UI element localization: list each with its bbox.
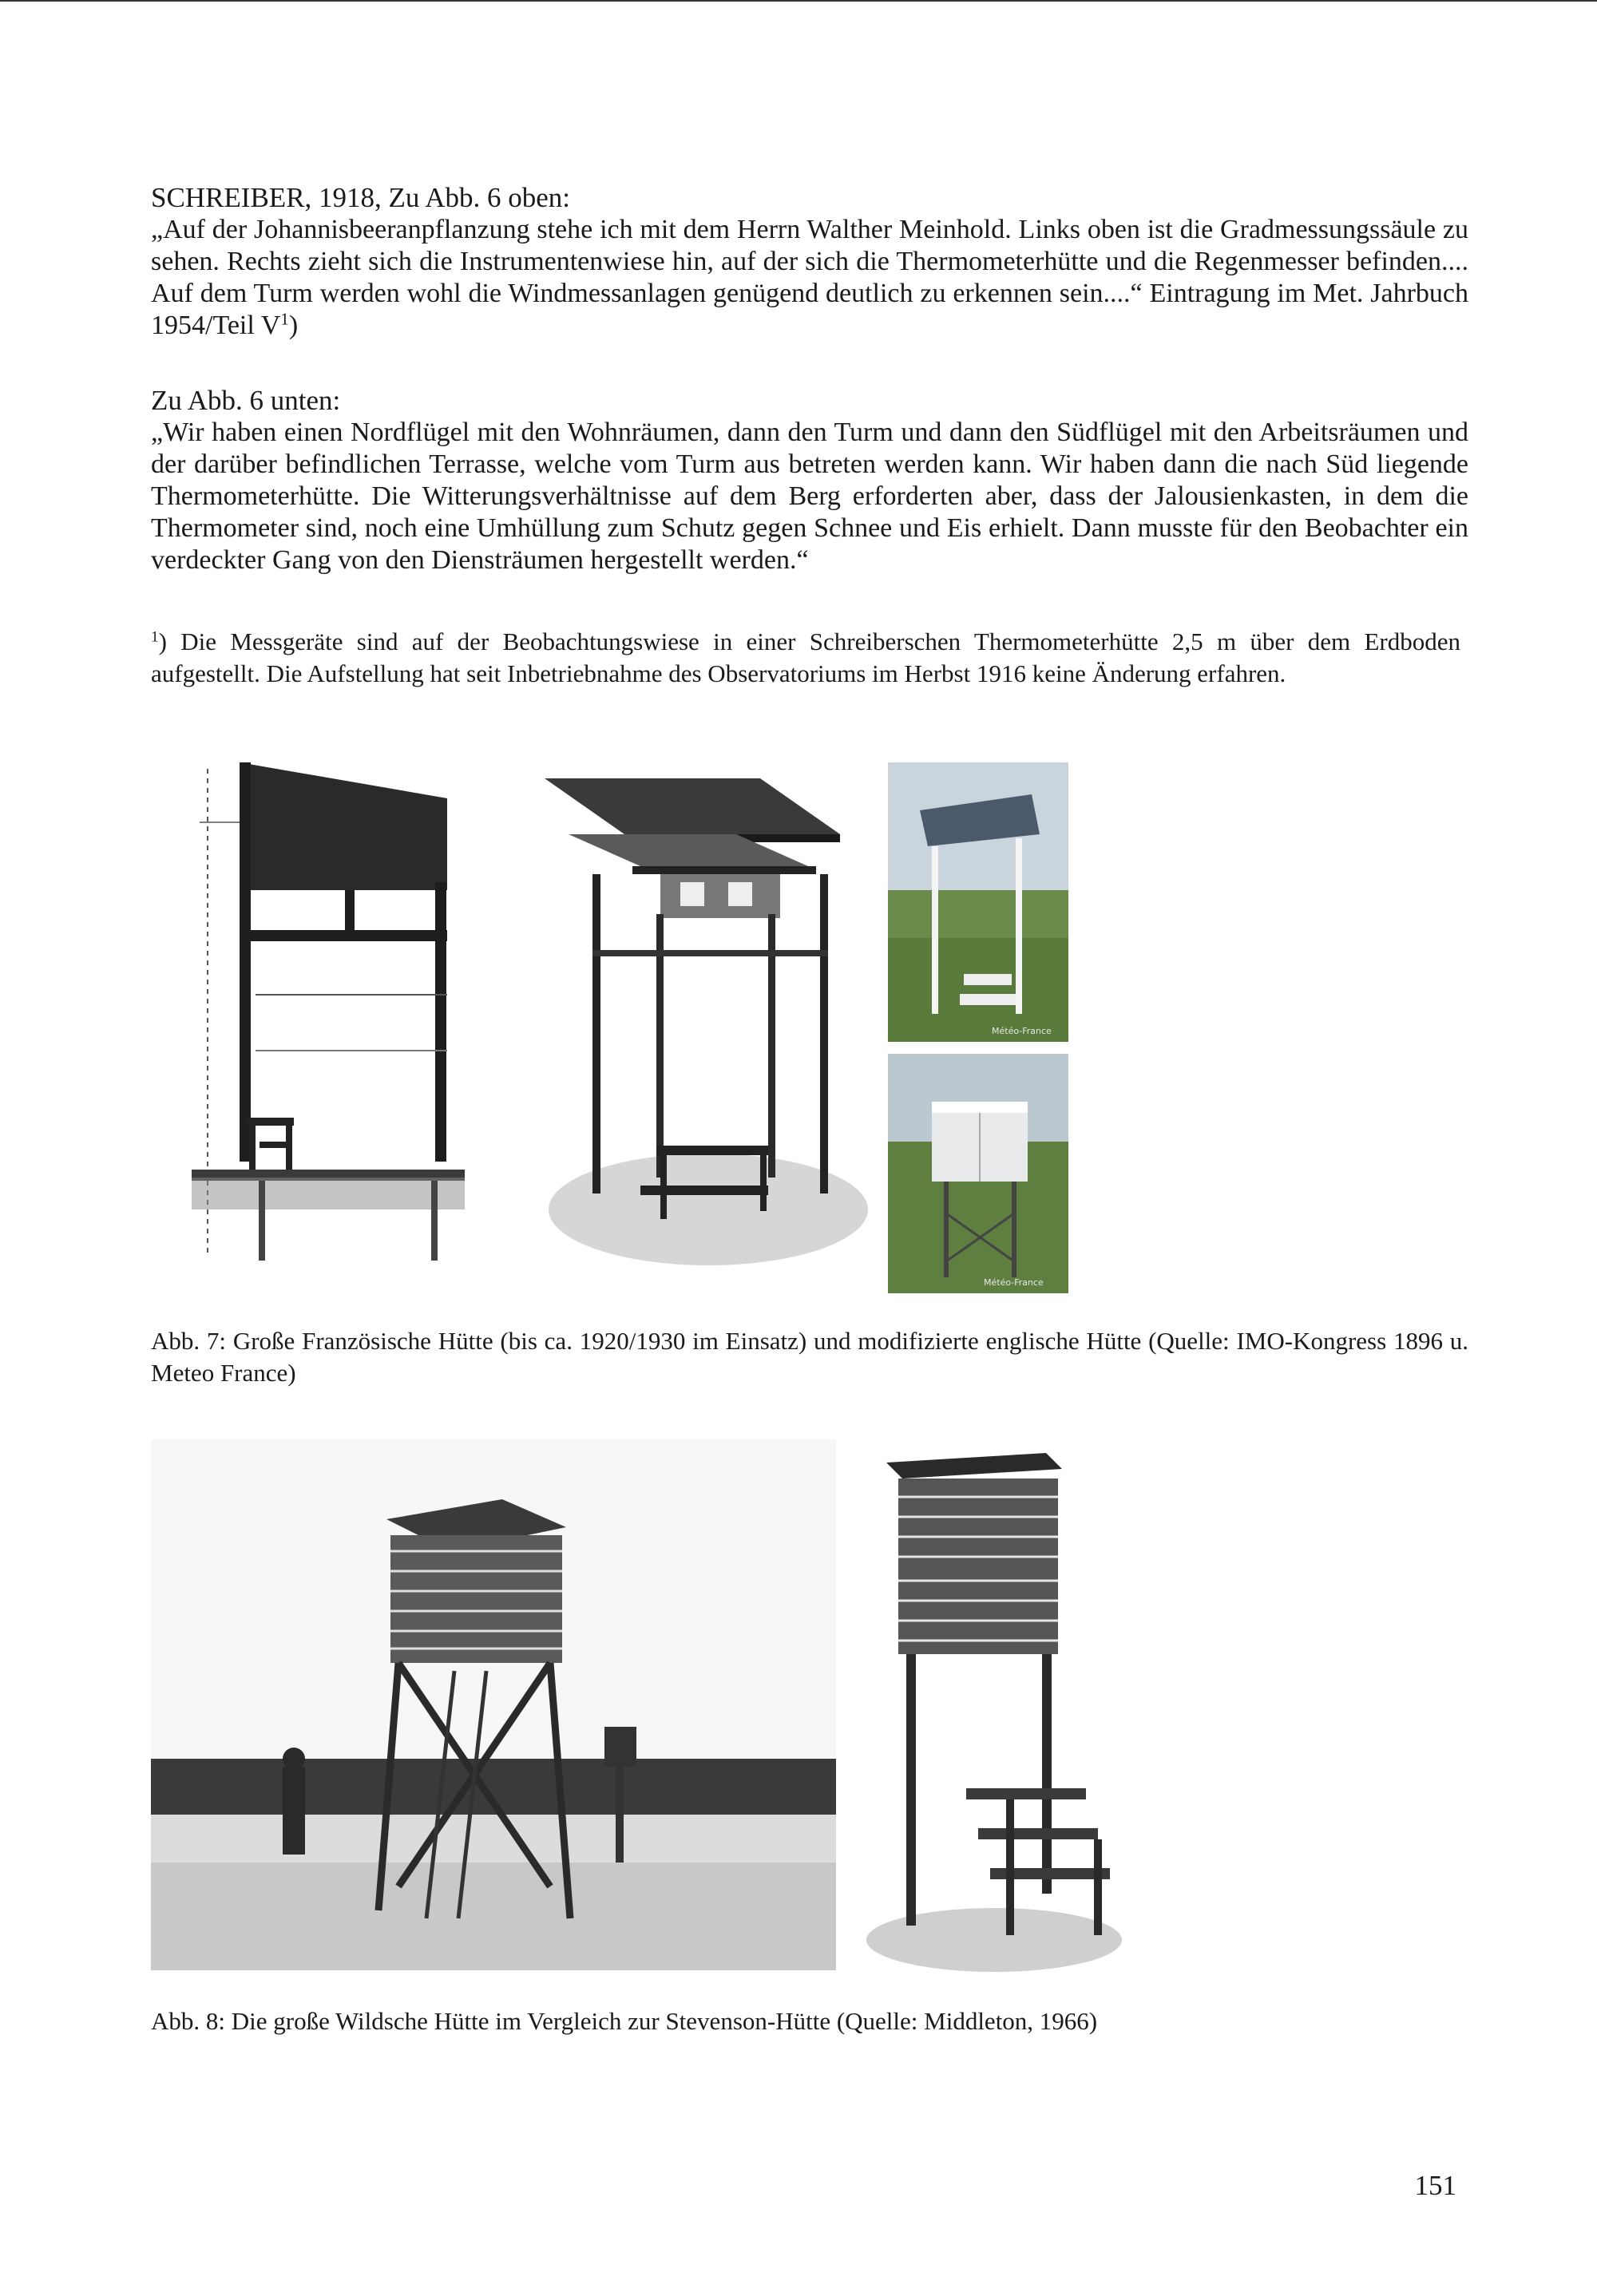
screen-photo-top bbox=[888, 762, 1068, 1042]
figure7-caption: Abb. 7: Große Französische Hütte (bis ca. 1920/1930 im Einsatz) und modifizierte englische Hütte (Quelle: IMO-Kongress 1896 u. Meteo France) bbox=[151, 1327, 1468, 1387]
figure8-caption: Abb. 8: Die große Wildsche Hütte im Vergleich zur Stevenson-Hütte (Quelle: Middleton, 1966) bbox=[151, 2007, 1098, 2035]
footnote bbox=[151, 626, 1460, 690]
top-rule bbox=[0, 0, 1597, 2]
quote-schreiber-end: ) bbox=[288, 311, 299, 340]
fig7-middle-french-screen-engraving bbox=[537, 762, 872, 1267]
section-heading-schreiber: SCHREIBER, 1918, Zu Abb. 6 oben: bbox=[151, 182, 571, 213]
footnote-text: ) Die Messgeräte sind auf der Beobachtungswiese in einer Schreiberschen Thermometerhütte 2,5 m über dem Erdboden aufgestellt. Die Aufstellung hat seit Inbetriebnahme des Observatoriums im Herbst 1916 keine Änderung erfahren. bbox=[151, 627, 1460, 687]
stevenson-screen-image bbox=[862, 1453, 1126, 1980]
french-screen-image bbox=[537, 762, 872, 1267]
quote-schreiber-text: „Auf der Johannisbeeranpflanzung stehe ich mit dem Herrn Walther Meinhold. Links oben ist die Gradmessungssäule zu sehen. Rechts zieht sich die Instrumentenwiese hin, auf der sich die Thermometerhütte und die Regenmesser befinden.... Auf dem Turm werden wohl die Windmessanlagen genügend deutlich zu erkennen sein....“ Eintragung im Met. Jahrbuch 1954/Teil V bbox=[151, 215, 1468, 340]
quote-schreiber bbox=[151, 214, 1468, 342]
page-number: 151 bbox=[1414, 2170, 1456, 2201]
fig7-right-top-photo bbox=[888, 762, 1068, 1042]
photo-credit-top: Météo-France bbox=[992, 1026, 1052, 1036]
fig7-right-bottom-photo bbox=[888, 1054, 1068, 1293]
section-heading-abb6-unten: Zu Abb. 6 unten: bbox=[151, 385, 341, 416]
fig8-left-wild-screen-engraving bbox=[151, 1439, 836, 1970]
fig7-left-technical-drawing bbox=[192, 762, 465, 1267]
fig8-right-stevenson-screen-engraving bbox=[862, 1453, 1126, 1980]
photo-credit-bottom: Météo-France bbox=[984, 1277, 1044, 1288]
quote-abb6-unten: „Wir haben einen Nordflügel mit den Wohnräumen, dann den Turm und dann den Südflügel mit den Arbeitsräumen und der darüber befindlichen Terrasse, welche vom Turm aus betreten werden kann. Wir haben dann die nach Süd liegende Thermometerhütte. Die Witterungsverhältnisse auf dem Berg erforderten aber, dass der Jalousienkasten, in dem die Thermometer sind, noch eine Umhüllung zum Schutz gegen Schnee und Eis erhielt. Dann musste für den Beobachter ein verdeckter Gang von den Diensträumen hergestellt werden.“ bbox=[151, 418, 1468, 575]
footnote-number: 1 bbox=[151, 628, 159, 646]
footnote-marker: 1 bbox=[280, 309, 289, 329]
technical-drawing-image bbox=[192, 762, 465, 1267]
screen-photo-bottom bbox=[888, 1054, 1068, 1293]
wild-screen-image bbox=[151, 1439, 836, 1970]
